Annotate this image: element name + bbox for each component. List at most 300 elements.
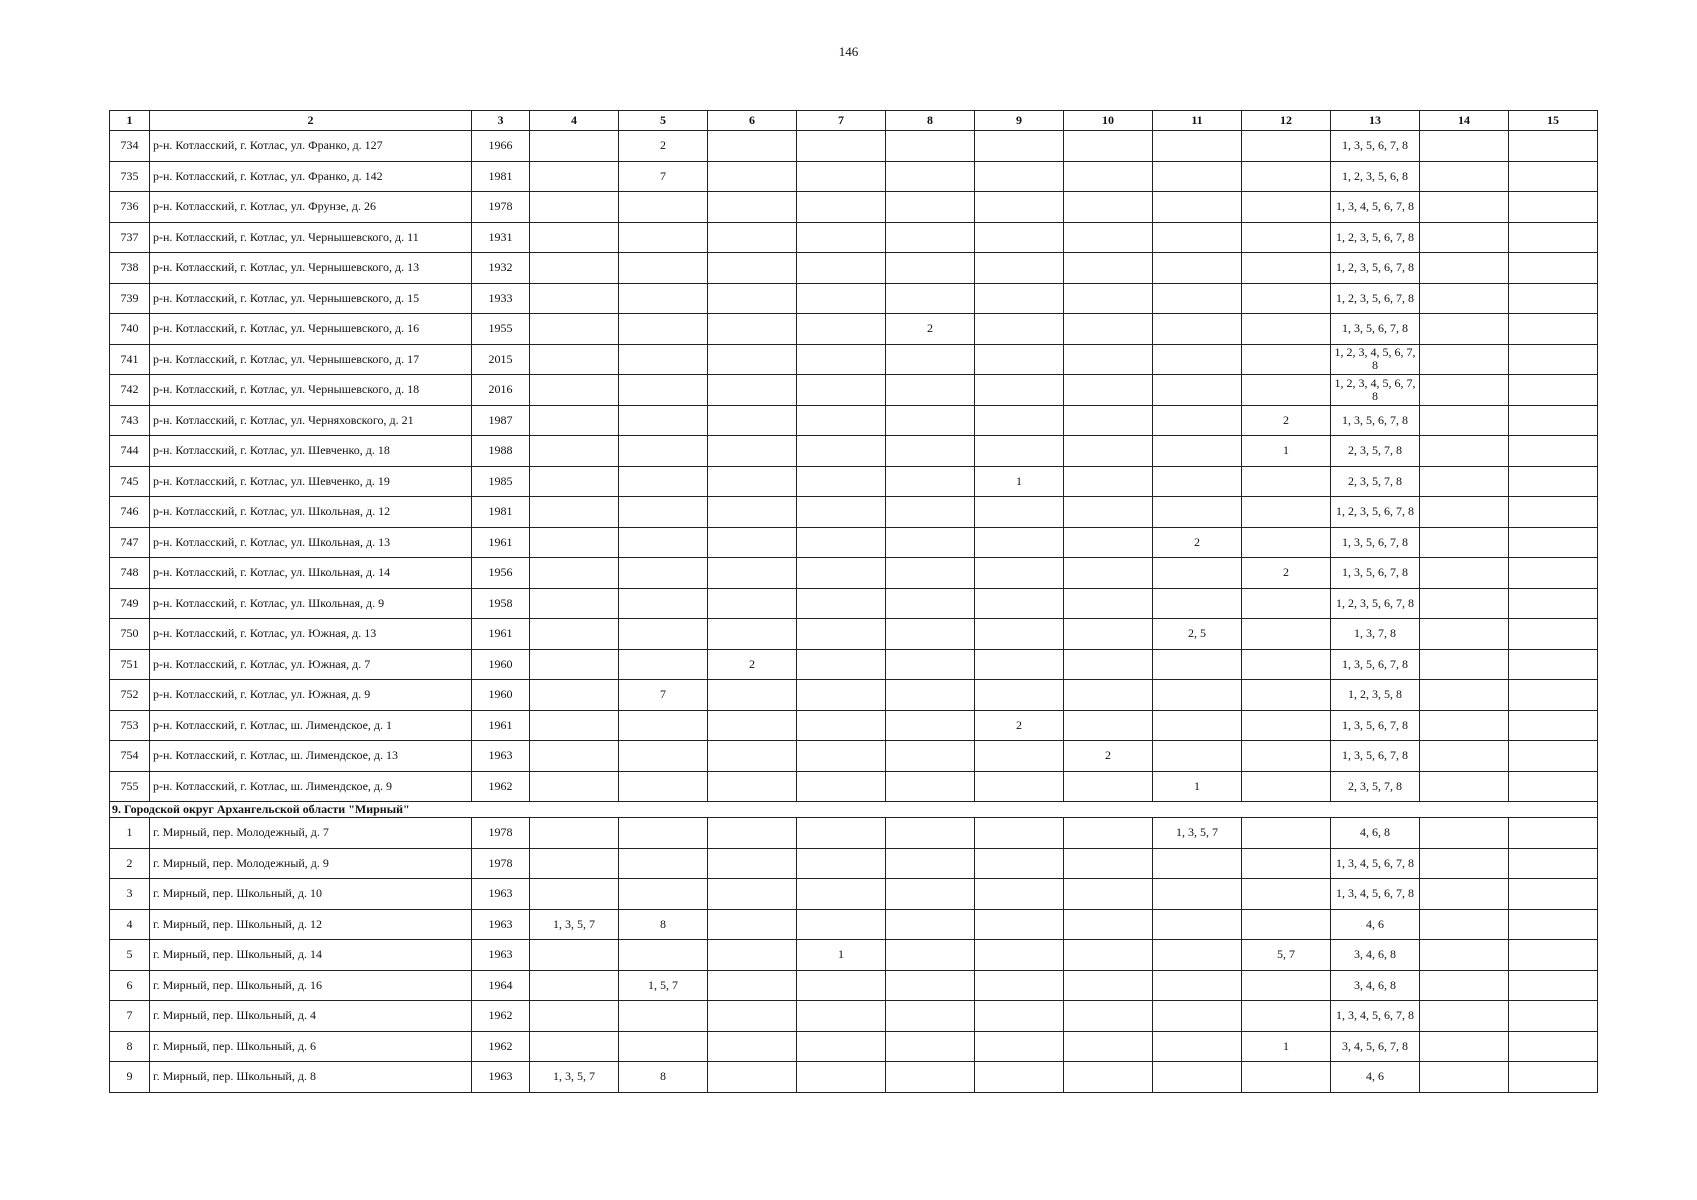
cell-col-14: [1420, 741, 1509, 772]
cell-col-15: [1509, 405, 1598, 436]
column-header-14: 14: [1420, 111, 1509, 131]
cell-col-8: [886, 1031, 975, 1062]
cell-col-15: [1509, 253, 1598, 284]
cell-col-11: [1153, 588, 1242, 619]
cell-col-10: [1064, 436, 1153, 467]
cell-col-7: [797, 344, 886, 375]
cell-col-13: 1, 2, 3, 5, 6, 7, 8: [1331, 497, 1420, 528]
cell-col-7: [797, 527, 886, 558]
cell-col-10: [1064, 680, 1153, 711]
cell-col-4: [530, 619, 619, 650]
cell-col-11: [1153, 1062, 1242, 1093]
section-title: 9. Городской округ Архангельской области "Мирный": [110, 802, 1598, 818]
cell-col-13: 3, 4, 6, 8: [1331, 970, 1420, 1001]
cell-col-9: [975, 436, 1064, 467]
cell-col-10: [1064, 818, 1153, 849]
cell-col-5: [619, 619, 708, 650]
cell-col-9: [975, 314, 1064, 345]
cell-col-8: [886, 588, 975, 619]
cell-col-8: [886, 649, 975, 680]
cell-col-11: [1153, 1001, 1242, 1032]
cell-col-8: [886, 680, 975, 711]
cell-col-15: [1509, 1031, 1598, 1062]
cell-col-10: [1064, 253, 1153, 284]
cell-col-13: 1, 3, 4, 5, 6, 7, 8: [1331, 848, 1420, 879]
cell-col-13: 1, 3, 5, 6, 7, 8: [1331, 649, 1420, 680]
cell-col-14: [1420, 405, 1509, 436]
table-row: [110, 649, 1598, 680]
year-cell: 1964: [472, 970, 530, 1001]
cell-col-4: [530, 405, 619, 436]
table-row: [110, 970, 1598, 1001]
cell-col-5: [619, 940, 708, 971]
column-header-11: 11: [1153, 111, 1242, 131]
address-cell: р-н. Котласский, г. Котлас, ул. Южная, д. 13: [150, 619, 472, 650]
cell-col-14: [1420, 344, 1509, 375]
row-number-cell: 6: [110, 970, 150, 1001]
table-row: [110, 710, 1598, 741]
cell-col-8: [886, 436, 975, 467]
cell-col-15: [1509, 436, 1598, 467]
cell-col-4: [530, 588, 619, 619]
cell-col-8: [886, 879, 975, 910]
cell-col-15: [1509, 131, 1598, 162]
cell-col-12: [1242, 619, 1331, 650]
cell-col-11: 1, 3, 5, 7: [1153, 818, 1242, 849]
column-header-3: 3: [472, 111, 530, 131]
row-number-cell: 738: [110, 253, 150, 284]
cell-col-6: [708, 619, 797, 650]
cell-col-6: [708, 527, 797, 558]
cell-col-5: [619, 848, 708, 879]
column-header-9: 9: [975, 111, 1064, 131]
cell-col-14: [1420, 940, 1509, 971]
cell-col-15: [1509, 1001, 1598, 1032]
cell-col-12: [1242, 375, 1331, 406]
cell-col-13: 2, 3, 5, 7, 8: [1331, 771, 1420, 802]
cell-col-4: [530, 527, 619, 558]
cell-col-7: [797, 649, 886, 680]
cell-col-13: 1, 3, 5, 6, 7, 8: [1331, 405, 1420, 436]
address-cell: р-н. Котласский, г. Котлас, ул. Чернышевского, д. 13: [150, 253, 472, 284]
table-row: [110, 680, 1598, 711]
year-cell: 1985: [472, 466, 530, 497]
cell-col-6: [708, 1062, 797, 1093]
table-row: [110, 1062, 1598, 1093]
cell-col-13: 4, 6: [1331, 1062, 1420, 1093]
row-number-cell: 734: [110, 131, 150, 162]
cell-col-6: [708, 1031, 797, 1062]
table-row: [110, 771, 1598, 802]
cell-col-13: 1, 3, 4, 5, 6, 7, 8: [1331, 879, 1420, 910]
cell-col-7: [797, 466, 886, 497]
cell-col-4: [530, 741, 619, 772]
cell-col-12: 2: [1242, 558, 1331, 589]
cell-col-6: [708, 436, 797, 467]
table-row: [110, 375, 1598, 406]
address-cell: г. Мирный, пер. Школьный, д. 8: [150, 1062, 472, 1093]
cell-col-5: [619, 375, 708, 406]
section-heading: [110, 802, 1598, 818]
table-row: [110, 344, 1598, 375]
cell-col-15: [1509, 680, 1598, 711]
cell-col-9: [975, 405, 1064, 436]
cell-col-14: [1420, 497, 1509, 528]
year-cell: 1963: [472, 741, 530, 772]
cell-col-6: [708, 940, 797, 971]
table-row: [110, 818, 1598, 849]
cell-col-8: [886, 909, 975, 940]
cell-col-13: 1, 2, 3, 5, 6, 7, 8: [1331, 253, 1420, 284]
cell-col-10: [1064, 466, 1153, 497]
address-cell: г. Мирный, пер. Молодежный, д. 7: [150, 818, 472, 849]
cell-col-12: [1242, 222, 1331, 253]
cell-col-10: [1064, 497, 1153, 528]
table-row: [110, 405, 1598, 436]
cell-col-5: [619, 1001, 708, 1032]
cell-col-10: [1064, 344, 1153, 375]
cell-col-15: [1509, 283, 1598, 314]
table-row: [110, 1031, 1598, 1062]
cell-col-14: [1420, 131, 1509, 162]
address-cell: г. Мирный, пер. Школьный, д. 14: [150, 940, 472, 971]
cell-col-13: 1, 3, 5, 6, 7, 8: [1331, 558, 1420, 589]
year-cell: 1963: [472, 1062, 530, 1093]
cell-col-10: [1064, 1001, 1153, 1032]
cell-col-11: [1153, 253, 1242, 284]
cell-col-6: [708, 909, 797, 940]
cell-col-13: 1, 2, 3, 5, 6, 7, 8: [1331, 588, 1420, 619]
address-cell: р-н. Котласский, г. Котлас, ул. Чернышевского, д. 18: [150, 375, 472, 406]
row-number-cell: 739: [110, 283, 150, 314]
column-header-1: 1: [110, 111, 150, 131]
cell-col-4: [530, 314, 619, 345]
cell-col-14: [1420, 192, 1509, 223]
cell-col-5: [619, 222, 708, 253]
year-cell: 1981: [472, 497, 530, 528]
cell-col-15: [1509, 344, 1598, 375]
year-cell: 1987: [472, 405, 530, 436]
cell-col-8: [886, 253, 975, 284]
cell-col-7: [797, 1062, 886, 1093]
cell-col-14: [1420, 848, 1509, 879]
year-cell: 1960: [472, 649, 530, 680]
table-row: [110, 131, 1598, 162]
cell-col-9: [975, 192, 1064, 223]
cell-col-12: [1242, 1001, 1331, 1032]
cell-col-12: [1242, 818, 1331, 849]
cell-col-7: [797, 314, 886, 345]
cell-col-14: [1420, 1031, 1509, 1062]
address-cell: р-н. Котласский, г. Котлас, ш. Лимендское, д. 9: [150, 771, 472, 802]
cell-col-10: [1064, 710, 1153, 741]
cell-col-9: [975, 940, 1064, 971]
cell-col-15: [1509, 741, 1598, 772]
cell-col-6: [708, 283, 797, 314]
row-number-cell: 1: [110, 818, 150, 849]
cell-col-10: [1064, 649, 1153, 680]
address-cell: р-н. Котласский, г. Котлас, ш. Лимендское, д. 13: [150, 741, 472, 772]
cell-col-8: [886, 405, 975, 436]
cell-col-15: [1509, 710, 1598, 741]
cell-col-8: 2: [886, 314, 975, 345]
table-row: [110, 253, 1598, 284]
cell-col-15: [1509, 940, 1598, 971]
cell-col-9: [975, 879, 1064, 910]
address-cell: г. Мирный, пер. Школьный, д. 16: [150, 970, 472, 1001]
year-cell: 1958: [472, 588, 530, 619]
address-cell: р-н. Котласский, г. Котлас, ул. Южная, д. 9: [150, 680, 472, 711]
cell-col-13: 1, 3, 7, 8: [1331, 619, 1420, 650]
year-cell: 1962: [472, 771, 530, 802]
cell-col-12: [1242, 680, 1331, 711]
cell-col-5: [619, 741, 708, 772]
year-cell: 1963: [472, 940, 530, 971]
address-cell: р-н. Котласский, г. Котлас, ул. Чернышевского, д. 15: [150, 283, 472, 314]
cell-col-14: [1420, 558, 1509, 589]
address-cell: р-н. Котласский, г. Котлас, ул. Школьная, д. 14: [150, 558, 472, 589]
row-number-cell: 745: [110, 466, 150, 497]
cell-col-10: [1064, 314, 1153, 345]
cell-col-6: [708, 314, 797, 345]
table-row: [110, 879, 1598, 910]
cell-col-13: 4, 6: [1331, 909, 1420, 940]
cell-col-14: [1420, 314, 1509, 345]
cell-col-14: [1420, 161, 1509, 192]
cell-col-11: [1153, 909, 1242, 940]
row-number-cell: 752: [110, 680, 150, 711]
cell-col-13: 1, 2, 3, 5, 8: [1331, 680, 1420, 711]
cell-col-10: [1064, 619, 1153, 650]
cell-col-6: [708, 848, 797, 879]
cell-col-9: [975, 283, 1064, 314]
cell-col-14: [1420, 436, 1509, 467]
column-header-8: 8: [886, 111, 975, 131]
cell-col-5: [619, 466, 708, 497]
row-number-cell: 741: [110, 344, 150, 375]
cell-col-13: 4, 6, 8: [1331, 818, 1420, 849]
cell-col-5: 1, 5, 7: [619, 970, 708, 1001]
row-number-cell: 750: [110, 619, 150, 650]
cell-col-7: [797, 283, 886, 314]
cell-col-7: [797, 558, 886, 589]
cell-col-12: [1242, 161, 1331, 192]
cell-col-13: 1, 2, 3, 4, 5, 6, 7, 8: [1331, 344, 1420, 375]
cell-col-11: [1153, 680, 1242, 711]
cell-col-8: [886, 848, 975, 879]
address-cell: р-н. Котласский, г. Котлас, ул. Чернышевского, д. 16: [150, 314, 472, 345]
cell-col-10: [1064, 1031, 1153, 1062]
cell-col-11: [1153, 497, 1242, 528]
row-number-cell: 753: [110, 710, 150, 741]
cell-col-13: 1, 3, 5, 6, 7, 8: [1331, 314, 1420, 345]
cell-col-15: [1509, 161, 1598, 192]
cell-col-12: [1242, 710, 1331, 741]
cell-col-15: [1509, 314, 1598, 345]
cell-col-6: [708, 710, 797, 741]
cell-col-15: [1509, 619, 1598, 650]
cell-col-11: [1153, 436, 1242, 467]
cell-col-4: 1, 3, 5, 7: [530, 1062, 619, 1093]
cell-col-5: [619, 649, 708, 680]
cell-col-9: [975, 1001, 1064, 1032]
cell-col-15: [1509, 192, 1598, 223]
year-cell: 2016: [472, 375, 530, 406]
address-cell: р-н. Котласский, г. Котлас, ул. Чернышевского, д. 11: [150, 222, 472, 253]
table-row: [110, 314, 1598, 345]
cell-col-10: [1064, 222, 1153, 253]
cell-col-5: [619, 314, 708, 345]
table-row: [110, 619, 1598, 650]
cell-col-9: [975, 1062, 1064, 1093]
address-cell: р-н. Котласский, г. Котлас, ул. Франко, д. 127: [150, 131, 472, 162]
cell-col-14: [1420, 588, 1509, 619]
cell-col-8: [886, 192, 975, 223]
cell-col-4: [530, 818, 619, 849]
table-row: [110, 497, 1598, 528]
cell-col-11: [1153, 222, 1242, 253]
cell-col-7: [797, 848, 886, 879]
housing-register-table: [109, 110, 1598, 1093]
table-row: [110, 909, 1598, 940]
cell-col-5: [619, 771, 708, 802]
cell-col-9: [975, 375, 1064, 406]
cell-col-15: [1509, 497, 1598, 528]
cell-col-12: [1242, 131, 1331, 162]
cell-col-11: [1153, 649, 1242, 680]
cell-col-4: [530, 283, 619, 314]
cell-col-12: [1242, 649, 1331, 680]
cell-col-9: [975, 527, 1064, 558]
cell-col-8: [886, 466, 975, 497]
cell-col-12: [1242, 283, 1331, 314]
cell-col-10: [1064, 405, 1153, 436]
cell-col-6: [708, 253, 797, 284]
row-number-cell: 740: [110, 314, 150, 345]
cell-col-9: [975, 741, 1064, 772]
cell-col-7: [797, 1031, 886, 1062]
table-row: [110, 940, 1598, 971]
cell-col-8: [886, 619, 975, 650]
cell-col-11: [1153, 1031, 1242, 1062]
cell-col-6: [708, 970, 797, 1001]
column-header-5: 5: [619, 111, 708, 131]
cell-col-12: [1242, 970, 1331, 1001]
cell-col-15: [1509, 222, 1598, 253]
cell-col-10: [1064, 527, 1153, 558]
cell-col-5: [619, 818, 708, 849]
cell-col-7: [797, 192, 886, 223]
cell-col-14: [1420, 527, 1509, 558]
row-number-cell: 5: [110, 940, 150, 971]
cell-col-6: [708, 558, 797, 589]
year-cell: 1966: [472, 131, 530, 162]
cell-col-10: [1064, 192, 1153, 223]
cell-col-7: [797, 970, 886, 1001]
cell-col-15: [1509, 558, 1598, 589]
cell-col-7: [797, 161, 886, 192]
row-number-cell: 3: [110, 879, 150, 910]
row-number-cell: 751: [110, 649, 150, 680]
cell-col-12: [1242, 771, 1331, 802]
cell-col-15: [1509, 771, 1598, 802]
cell-col-5: [619, 1031, 708, 1062]
cell-col-12: 1: [1242, 1031, 1331, 1062]
cell-col-7: [797, 909, 886, 940]
cell-col-12: [1242, 1062, 1331, 1093]
cell-col-9: [975, 588, 1064, 619]
table-row: [110, 558, 1598, 589]
cell-col-8: [886, 527, 975, 558]
year-cell: 1931: [472, 222, 530, 253]
cell-col-9: [975, 771, 1064, 802]
cell-col-7: [797, 619, 886, 650]
row-number-cell: 755: [110, 771, 150, 802]
row-number-cell: 735: [110, 161, 150, 192]
cell-col-9: [975, 680, 1064, 711]
cell-col-6: [708, 131, 797, 162]
cell-col-4: [530, 497, 619, 528]
cell-col-6: [708, 588, 797, 619]
cell-col-9: [975, 1031, 1064, 1062]
cell-col-14: [1420, 375, 1509, 406]
year-cell: 1978: [472, 192, 530, 223]
cell-col-9: 1: [975, 466, 1064, 497]
cell-col-5: [619, 527, 708, 558]
cell-col-13: 1, 3, 5, 6, 7, 8: [1331, 710, 1420, 741]
cell-col-8: [886, 497, 975, 528]
cell-col-8: [886, 1001, 975, 1032]
table-row: [110, 161, 1598, 192]
cell-col-11: [1153, 192, 1242, 223]
table-body-kotlas: [110, 131, 1598, 802]
row-number-cell: 749: [110, 588, 150, 619]
cell-col-11: [1153, 970, 1242, 1001]
cell-col-10: [1064, 283, 1153, 314]
cell-col-12: [1242, 497, 1331, 528]
cell-col-11: [1153, 131, 1242, 162]
cell-col-7: [797, 741, 886, 772]
cell-col-14: [1420, 970, 1509, 1001]
address-cell: г. Мирный, пер. Школьный, д. 10: [150, 879, 472, 910]
cell-col-9: [975, 818, 1064, 849]
cell-col-10: [1064, 131, 1153, 162]
cell-col-10: [1064, 970, 1153, 1001]
cell-col-4: 1, 3, 5, 7: [530, 909, 619, 940]
cell-col-7: [797, 771, 886, 802]
cell-col-4: [530, 649, 619, 680]
cell-col-13: 1, 2, 3, 5, 6, 8: [1331, 161, 1420, 192]
cell-col-7: [797, 253, 886, 284]
cell-col-9: [975, 909, 1064, 940]
cell-col-12: [1242, 848, 1331, 879]
cell-col-14: [1420, 466, 1509, 497]
cell-col-4: [530, 940, 619, 971]
cell-col-4: [530, 344, 619, 375]
cell-col-11: [1153, 940, 1242, 971]
year-cell: 1988: [472, 436, 530, 467]
cell-col-7: [797, 818, 886, 849]
cell-col-9: [975, 161, 1064, 192]
address-cell: р-н. Котласский, г. Котлас, ул. Южная, д. 7: [150, 649, 472, 680]
cell-col-13: 2, 3, 5, 7, 8: [1331, 436, 1420, 467]
cell-col-14: [1420, 818, 1509, 849]
cell-col-13: 1, 3, 5, 6, 7, 8: [1331, 527, 1420, 558]
cell-col-8: [886, 222, 975, 253]
cell-col-5: [619, 436, 708, 467]
table-row: [110, 192, 1598, 223]
cell-col-14: [1420, 879, 1509, 910]
